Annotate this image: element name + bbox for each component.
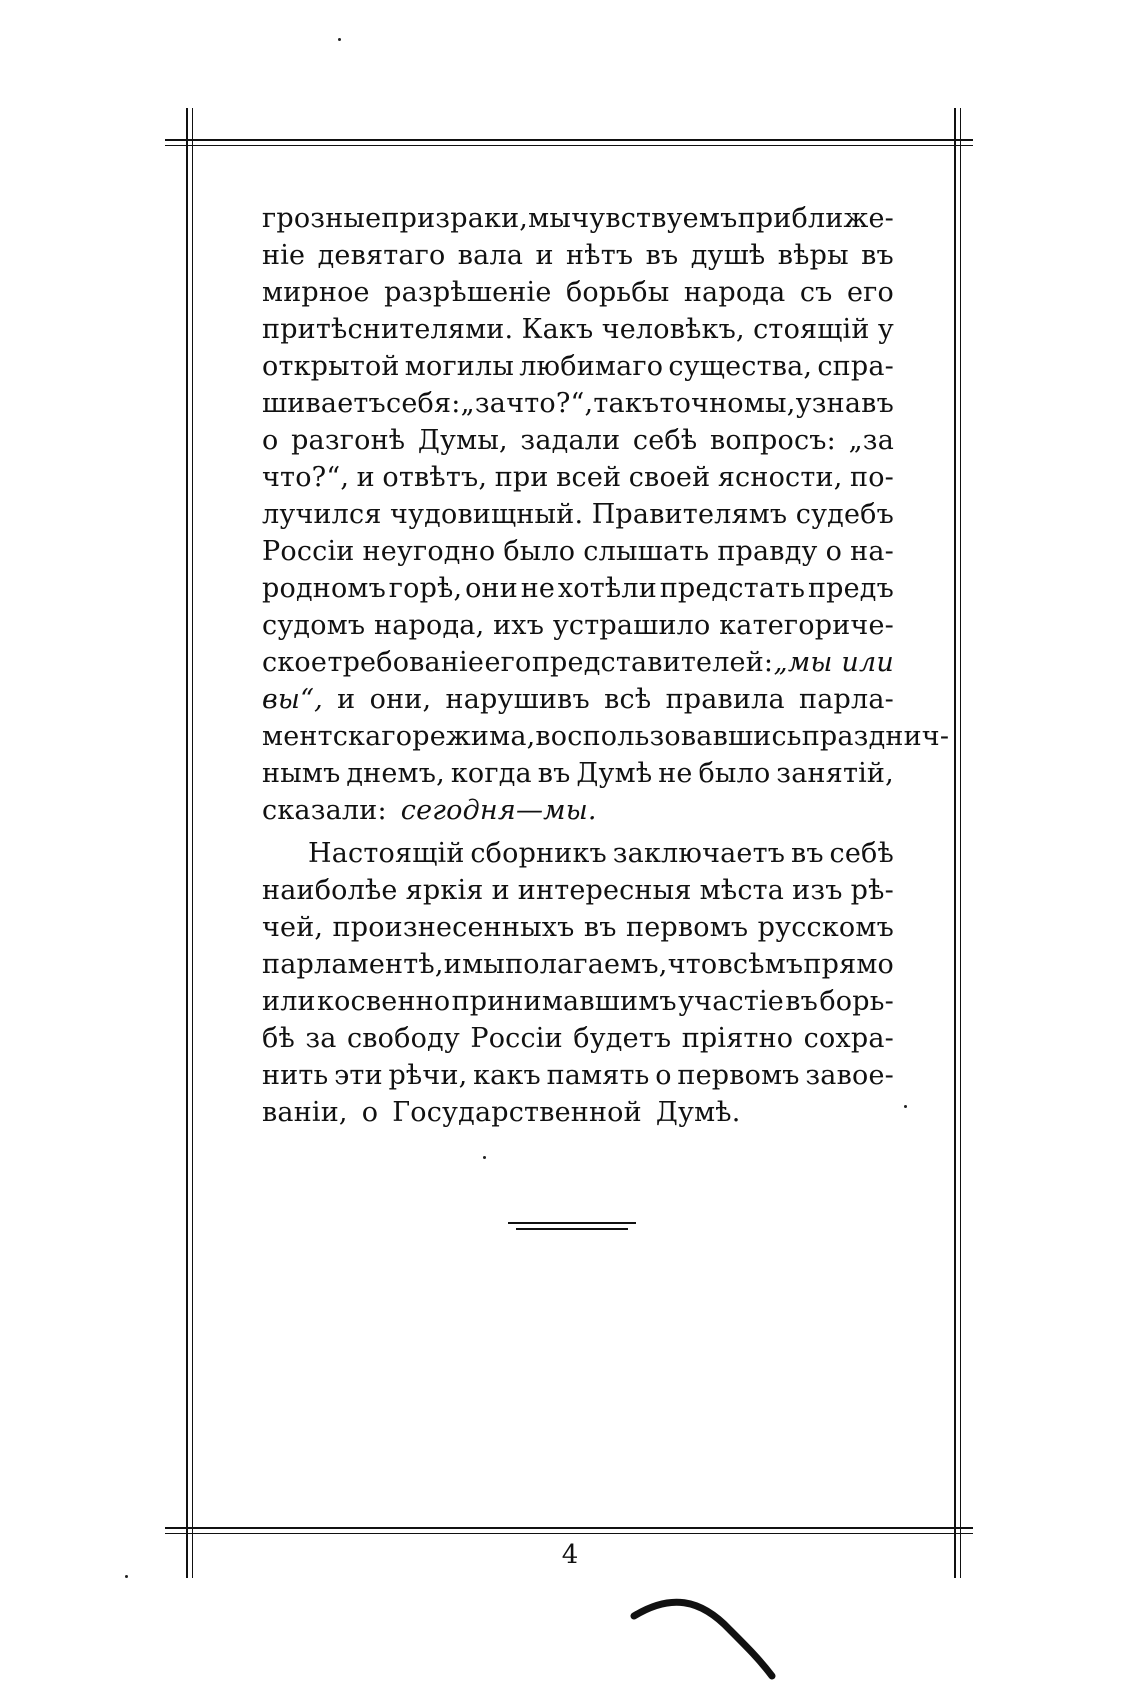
- word: изъ: [792, 875, 843, 906]
- word: отвѣтъ,: [382, 462, 488, 493]
- text-line: [262, 311, 894, 348]
- word: завое-: [805, 1060, 894, 1091]
- word: точно: [659, 388, 744, 419]
- word: бѣ: [262, 1023, 295, 1054]
- word: въ: [785, 986, 819, 1017]
- word: призраки,: [381, 203, 529, 234]
- word: Государственной: [392, 1097, 642, 1128]
- word: задали: [520, 425, 621, 456]
- text-line: [262, 792, 894, 829]
- word: свободу: [346, 1023, 460, 1054]
- text-line: [262, 237, 894, 274]
- word: всѣмъ: [717, 949, 804, 980]
- word: Правителямъ: [591, 499, 788, 530]
- word: народа: [683, 277, 786, 308]
- word: его: [847, 277, 894, 308]
- word: горѣ,: [388, 573, 463, 604]
- text-line: [262, 644, 894, 681]
- word: ментскаго: [262, 721, 413, 752]
- word: всей: [556, 462, 622, 493]
- word: грозные: [262, 203, 382, 234]
- word: принимавшимъ: [451, 986, 677, 1017]
- word: народа,: [374, 610, 485, 641]
- frame-bottom-rule: [165, 1527, 973, 1529]
- text-line: [262, 835, 894, 872]
- ornament-rule: [508, 1222, 636, 1224]
- word: открытой: [262, 351, 400, 382]
- word: чувствуемъ: [571, 203, 738, 234]
- word: себѣ: [632, 425, 698, 456]
- word: они: [465, 573, 518, 604]
- word: заключаетъ: [612, 838, 786, 869]
- word: приближе-: [737, 203, 894, 234]
- word: Какъ: [521, 314, 594, 345]
- word: „за: [460, 388, 507, 419]
- word: или: [262, 986, 316, 1017]
- text-line: [262, 718, 950, 755]
- word: съ: [799, 277, 833, 308]
- text-line: [262, 909, 894, 946]
- scan-artefact-mark: [630, 1590, 780, 1680]
- word: ихъ: [493, 610, 545, 641]
- word: будетъ: [573, 1023, 672, 1054]
- word: они,: [369, 684, 432, 715]
- word: вопросъ:: [709, 425, 836, 456]
- word: ское: [262, 647, 328, 678]
- word: о: [361, 1097, 379, 1128]
- word: всѣ: [604, 684, 652, 715]
- word: при: [494, 462, 549, 493]
- frame-left-rule-inner: [192, 108, 193, 1578]
- word: судебъ: [795, 499, 894, 530]
- word: и: [491, 875, 510, 906]
- word: себя:: [386, 388, 461, 419]
- word: что?“,: [506, 388, 594, 419]
- text-line: [262, 422, 894, 459]
- word: шиваетъ: [262, 388, 386, 419]
- word: за: [305, 1023, 337, 1054]
- page-number: 4: [561, 1540, 579, 1570]
- word: судомъ: [262, 610, 366, 641]
- word: въ: [583, 912, 617, 943]
- word: какъ: [473, 1060, 541, 1091]
- word: чей,: [262, 912, 324, 943]
- word: лучился: [262, 499, 382, 530]
- word: ясности,: [717, 462, 843, 493]
- frame-bottom-rule-inner: [165, 1533, 973, 1534]
- word: въ: [645, 240, 679, 271]
- word: стоящiй: [753, 314, 870, 345]
- word: что?“,: [262, 462, 350, 493]
- word: Настоящiй: [308, 838, 465, 869]
- text-line: [262, 274, 894, 311]
- text-line: [262, 496, 894, 533]
- word: и: [337, 684, 356, 715]
- word: любимаго: [519, 351, 664, 382]
- word: косвенно: [317, 986, 451, 1017]
- word: въ: [790, 838, 824, 869]
- word: Думы,: [417, 425, 508, 456]
- word: категориче-: [719, 610, 894, 641]
- text-line: [262, 200, 894, 237]
- word: полагаемъ,: [505, 949, 668, 980]
- word: Россiи: [262, 536, 355, 567]
- word: и: [443, 949, 462, 980]
- word: эти: [334, 1060, 383, 1091]
- word: могилы: [404, 351, 515, 382]
- text-line: [262, 1020, 894, 1057]
- word: участiе: [678, 986, 784, 1017]
- word: нiе: [262, 240, 306, 271]
- word: первомъ: [677, 1060, 800, 1091]
- text-line: [262, 459, 894, 496]
- word: своей: [628, 462, 711, 493]
- word: себѣ: [829, 838, 894, 869]
- word: родномъ: [262, 573, 386, 604]
- word: нить: [262, 1060, 329, 1091]
- word: память: [546, 1060, 650, 1091]
- word: правду: [717, 536, 818, 567]
- text-line: [262, 872, 894, 909]
- ornament-rule-lower: [516, 1228, 628, 1230]
- word: разгонѣ: [291, 425, 406, 456]
- word: о: [825, 536, 843, 567]
- text-line: [262, 1057, 894, 1094]
- word: о: [262, 425, 279, 456]
- frame-top-rule-inner: [165, 145, 973, 146]
- word: сказали:: [262, 795, 387, 826]
- word: предъ: [807, 573, 894, 604]
- word: существа,: [668, 351, 813, 382]
- word: слышать: [583, 536, 710, 567]
- word: вѣры: [777, 240, 849, 271]
- text-line: [262, 983, 894, 1020]
- word: человѣкъ,: [601, 314, 745, 345]
- frame-top-rule: [165, 139, 973, 141]
- text-line: [262, 348, 894, 385]
- word: режима,: [412, 721, 536, 752]
- word: и: [535, 240, 554, 271]
- word: мы: [528, 203, 572, 234]
- word: воспользовавшись: [535, 721, 802, 752]
- word: празднич-: [801, 721, 950, 752]
- text-line: [262, 755, 894, 792]
- word: вала: [457, 240, 524, 271]
- word: чудовищный.: [390, 499, 584, 530]
- word: сегодня—мы.: [400, 795, 597, 826]
- word: мы,: [743, 388, 796, 419]
- word: узнавъ: [795, 388, 894, 419]
- word: хотѣли: [557, 573, 657, 604]
- word: „за: [848, 425, 894, 456]
- word: нарушивъ: [445, 684, 590, 715]
- frame-right-rule-inner: [960, 108, 961, 1578]
- text-line: [262, 385, 894, 422]
- word: сохра-: [803, 1023, 894, 1054]
- word: мѣста: [699, 875, 785, 906]
- word: на-: [850, 536, 894, 567]
- word: мы: [462, 949, 505, 980]
- word: рѣчи,: [388, 1060, 468, 1091]
- word: девятаго: [317, 240, 446, 271]
- word: „мы или: [773, 647, 894, 678]
- word: устрашило: [552, 610, 711, 641]
- word: о: [655, 1060, 672, 1091]
- word: занятiй,: [776, 758, 894, 789]
- word: сборникъ: [470, 838, 607, 869]
- word: представителей:: [531, 647, 774, 678]
- word: было: [698, 758, 771, 789]
- word: яркiя: [405, 875, 484, 906]
- word: правила: [665, 684, 785, 715]
- word: его: [484, 647, 532, 678]
- word: въ: [537, 758, 571, 789]
- word: Россiи: [470, 1023, 563, 1054]
- word: наиболѣе: [262, 875, 398, 906]
- word: первомъ: [626, 912, 749, 943]
- text-line: [262, 681, 894, 718]
- word: неугодно: [362, 536, 496, 567]
- word: у: [877, 314, 894, 345]
- word: что: [667, 949, 718, 980]
- word: парламентѣ,: [262, 949, 444, 980]
- frame-left-rule: [186, 108, 188, 1578]
- scan-speck: [904, 1105, 907, 1108]
- word: когда: [450, 758, 532, 789]
- word: душѣ: [690, 240, 766, 271]
- scan-speck: [338, 38, 341, 41]
- text-line: [262, 946, 894, 983]
- word: русскомъ: [757, 912, 894, 943]
- word: интересныя: [517, 875, 692, 906]
- frame-right-rule: [954, 108, 956, 1578]
- word: по-: [850, 462, 894, 493]
- word: прямо: [803, 949, 894, 980]
- word: было: [503, 536, 576, 567]
- word: борь-: [819, 986, 894, 1017]
- word: притѣснителями.: [262, 314, 514, 345]
- word: такъ: [593, 388, 660, 419]
- word: нымъ: [262, 758, 341, 789]
- word: рѣ-: [850, 875, 894, 906]
- word: не: [520, 573, 556, 604]
- word: прiятно: [681, 1023, 794, 1054]
- word: въ: [861, 240, 894, 271]
- word: Думѣ.: [655, 1097, 741, 1128]
- word: днемъ,: [346, 758, 445, 789]
- text-line: [262, 607, 894, 644]
- word: предстать: [659, 573, 806, 604]
- word: разрѣшенiе: [384, 277, 552, 308]
- text-line: [262, 1094, 894, 1131]
- word: спра-: [817, 351, 894, 382]
- word: Думѣ: [576, 758, 653, 789]
- word: парла-: [799, 684, 894, 715]
- word: борьбы: [565, 277, 670, 308]
- word: вы“,: [262, 684, 323, 715]
- word: мирное: [262, 277, 370, 308]
- word: нѣтъ: [566, 240, 634, 271]
- word: требованiе: [327, 647, 485, 678]
- word: не: [658, 758, 693, 789]
- text-line: [262, 570, 894, 607]
- text-line: [262, 533, 894, 570]
- word: и: [356, 462, 375, 493]
- word: произнесенныхъ: [332, 912, 575, 943]
- scan-speck: [125, 1575, 128, 1578]
- page-body-text: [262, 200, 950, 1131]
- scan-speck: [483, 1156, 486, 1159]
- word: ванiи,: [262, 1097, 348, 1128]
